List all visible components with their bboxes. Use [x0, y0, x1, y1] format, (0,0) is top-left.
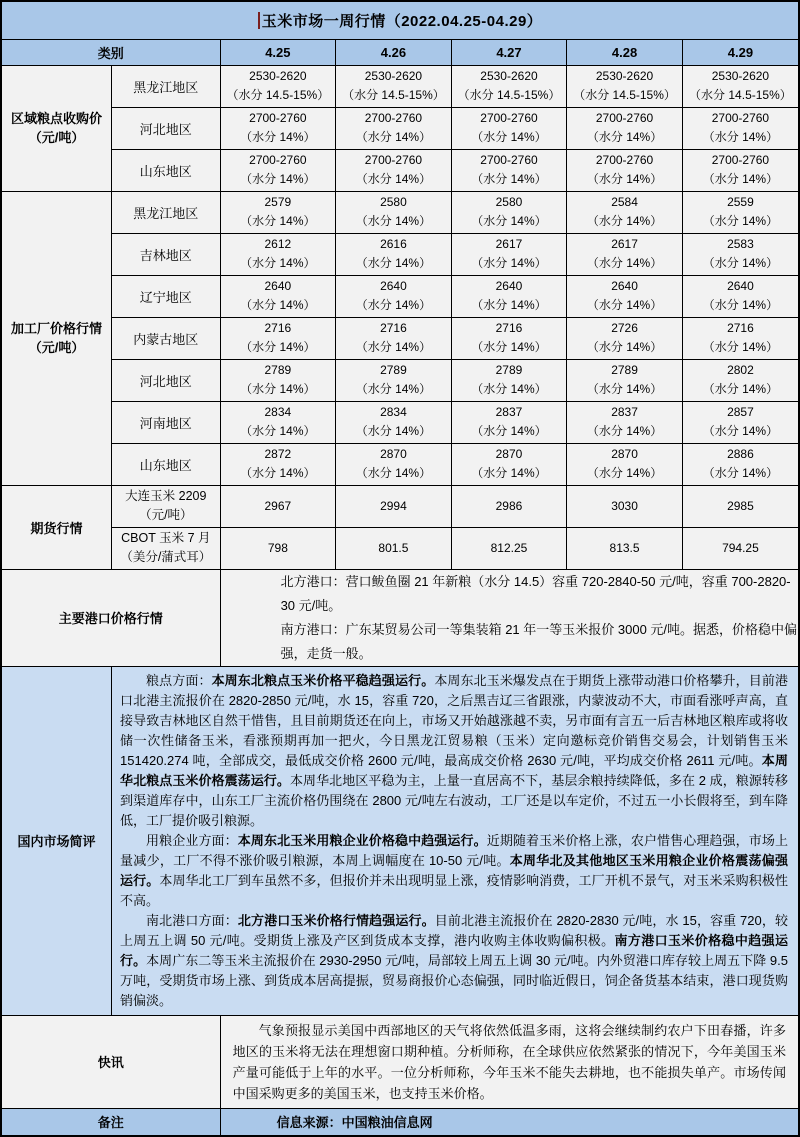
moisture-value: （水分 14.5-15%）: [689, 88, 792, 102]
price-cell: [220, 107, 336, 149]
price-value: 2872: [264, 447, 292, 462]
price-value: 2700-2760: [364, 111, 423, 126]
price-row: [1, 275, 799, 317]
price-value: 2857: [727, 405, 754, 420]
price-value: 2700-2760: [711, 153, 770, 168]
price-cell: [567, 65, 683, 107]
moisture-value: （水分 14%）: [586, 340, 663, 354]
price-cell: [220, 401, 336, 443]
page-title: [1, 1, 799, 39]
price-value: 2640: [264, 279, 292, 294]
moisture-value: （水分 14%）: [240, 214, 316, 228]
price-value: 2530-2620: [364, 69, 423, 84]
section-label-line: 加工厂价格行情: [11, 320, 103, 336]
price-cell: [220, 233, 336, 275]
header-row: [1, 39, 799, 65]
commentary-row: [1, 666, 799, 1015]
price-row: [1, 149, 799, 191]
moisture-value: （水分 14%）: [586, 256, 663, 270]
moisture-value: （水分 14%）: [586, 214, 663, 228]
price-value: 2616: [380, 237, 407, 252]
price-value: 2584: [611, 195, 638, 210]
price-cell: [451, 359, 567, 401]
moisture-value: （水分 14%）: [702, 382, 779, 396]
news-text: 气象预报显示美国中西部地区的天气将依然低温多雨，这将会继续制约农户下田春播，许多地区的玉米将无法在理想窗口期种植。分析师称，在全球供应依然紧张的情况下，今年美国玉米产量可能低于上年的水平。一位分析师称，今年玉米不能失去耕地，也不能损失单产。市场传闻中国采购更多的美国玉米，也支持玉米价格。: [220, 1015, 799, 1108]
ports-row: [1, 569, 799, 666]
price-value: 2700-2760: [249, 111, 307, 126]
moisture-value: （水分 14%）: [586, 130, 663, 144]
price-cell: [567, 233, 683, 275]
price-value: 2789: [495, 363, 523, 378]
moisture-value: （水分 14%）: [702, 424, 779, 438]
moisture-value: （水分 14%）: [702, 256, 779, 270]
section-label: [1, 65, 112, 191]
price-cell: [682, 401, 799, 443]
futures-value: 2986: [451, 485, 567, 527]
commentary-paragraph: 粮点方面：本周东北粮点玉米价格平稳趋强运行。本周东北玉米爆发点在于期货上涨带动港口价格攀升，目前港口北港主流报价在 2820-2850 元/吨，水 15，容重 720，之后黑吉辽三省跟涨，内蒙波动不大，市面看涨呼声高，直接导致吉林地区自然干惜售，且目前期货还在向上，市场又开始越涨越不卖，另市面有言五一后吉林地区粮库或将收储一次性储备玉米，看涨预期再加一把火，今日黑龙江贸易粮（玉米）定向邀标竞价销售交易会，计划销售玉米 151420.274 吨，全部成交，最低成交价格 2600 元/吨，最高成交价格 2630 元/吨，平均成交价格 2611 元/吨。本周华北粮点玉米价格震荡运行。本周华北地区平稳为主，上量一直居高不下，基层余粮持续降低，多在 2 成，粮源转移到渠道库存中，山东工厂主流价格仍围绕在 2800 元/吨左右波动，工厂还是以车定价，不过五一小长假将至，到车降低，工厂提价吸引粮源。: [120, 672, 788, 828]
futures-row: [1, 527, 799, 569]
price-value: 2700-2760: [249, 153, 307, 168]
region-label: 黑龙江地区: [112, 191, 221, 233]
price-value: 2700-2760: [480, 111, 538, 126]
price-value: 2580: [495, 195, 523, 210]
moisture-value: （水分 14%）: [586, 382, 663, 396]
commentary-section-label: 国内市场简评: [1, 666, 112, 1015]
price-cell: [682, 191, 799, 233]
futures-value: 3030: [567, 485, 683, 527]
price-value: 2583: [727, 237, 754, 252]
price-value: 2834: [264, 405, 292, 420]
price-cell: [336, 65, 452, 107]
price-cell: [220, 149, 336, 191]
price-cell: [682, 149, 799, 191]
moisture-value: （水分 14%）: [240, 130, 316, 144]
moisture-value: （水分 14%）: [471, 130, 547, 144]
price-value: 2640: [727, 279, 754, 294]
price-cell: [220, 317, 336, 359]
moisture-value: （水分 14%）: [355, 130, 432, 144]
commentary-paragraph: 南北港口方面：北方港口玉米价格行情趋强运行。目前北港主流报价在 2820-2830 元/吨，水 15，容重 720，较上周五上调 50 元/吨。受期货上涨及产区到货成本支撑，港内收购主体收购偏积极。南方港口玉米价格稳中趋强运行。本周广东二等玉米主流报价在 2930-2950 元/吨，局部较上周五上调 30 元/吨。内外贸港口库存较上周五下降 9.5 万吨，受期货市场上涨、到货成本居高提振，贸易商报价心态偏强，同时临近假日，饲企备货基本结束，港口现货购销偏淡。: [120, 912, 788, 1008]
price-row: [1, 443, 799, 485]
price-cell: [682, 65, 799, 107]
price-value: 2640: [380, 279, 407, 294]
moisture-value: （水分 14%）: [240, 340, 316, 354]
futures-value: 2967: [220, 485, 336, 527]
moisture-value: （水分 14%）: [471, 214, 547, 228]
price-value: 2789: [264, 363, 292, 378]
price-value: 2700-2760: [364, 153, 423, 168]
price-cell: [336, 149, 452, 191]
price-cell: [451, 275, 567, 317]
region-label: 辽宁地区: [112, 275, 221, 317]
moisture-value: （水分 14%）: [586, 466, 663, 480]
moisture-value: （水分 14%）: [471, 424, 547, 438]
futures-name-line: CBOT 玉米 7 月: [121, 531, 211, 546]
price-cell: [567, 359, 683, 401]
moisture-value: （水分 14%）: [702, 298, 779, 312]
price-value: 2530-2620: [711, 69, 770, 84]
header-date: 4.27: [451, 39, 567, 65]
price-row: [1, 107, 799, 149]
futures-value: 813.5: [567, 527, 683, 569]
price-value: 2579: [264, 195, 292, 210]
price-value: 2870: [380, 447, 407, 462]
price-cell: [336, 107, 452, 149]
moisture-value: （水分 14%）: [471, 382, 547, 396]
moisture-value: （水分 14%）: [702, 130, 779, 144]
region-label: 山东地区: [112, 443, 221, 485]
price-cell: [451, 317, 567, 359]
moisture-value: （水分 14%）: [471, 340, 547, 354]
futures-name: [112, 485, 221, 527]
price-value: 2886: [727, 447, 754, 462]
moisture-value: （水分 14%）: [355, 256, 432, 270]
moisture-value: （水分 14%）: [240, 424, 316, 438]
price-value: 2612: [264, 237, 292, 252]
price-cell: [682, 107, 799, 149]
price-row: [1, 401, 799, 443]
price-value: 2837: [495, 405, 523, 420]
moisture-value: （水分 14%）: [355, 214, 432, 228]
price-row: [1, 191, 799, 233]
price-cell: [451, 443, 567, 485]
futures-value: 2994: [336, 485, 452, 527]
text-cursor-icon: [258, 12, 260, 29]
price-cell: [682, 275, 799, 317]
price-cell: [336, 317, 452, 359]
header-date: 4.29: [682, 39, 799, 65]
price-value: 2700-2760: [711, 111, 770, 126]
price-cell: [336, 359, 452, 401]
title-row: [1, 1, 799, 39]
price-value: 2870: [495, 447, 523, 462]
moisture-value: （水分 14%）: [702, 340, 779, 354]
price-cell: [220, 191, 336, 233]
price-cell: [567, 107, 683, 149]
commentary-paragraph: 用粮企业方面：本周东北玉米用粮企业价格稳中趋强运行。近期随着玉米价格上涨，农户惜售心理趋强，市场上量减少，工厂不得不涨价吸引粮源，本周上调幅度在 10-50 元/吨。本周华北及其他地区玉米用粮企业价格震荡偏强运行。本周华北工厂到车虽然不多，但报价并未出现明显上涨，疫情影响消费，工厂开机不景气，对玉米采购积极性不高。: [120, 832, 788, 908]
price-value: 2789: [380, 363, 407, 378]
price-cell: [336, 275, 452, 317]
price-value: 2716: [264, 321, 292, 336]
price-cell: [682, 233, 799, 275]
moisture-value: （水分 14.5-15%）: [573, 88, 676, 102]
futures-name-unit: （美分/蒲式耳）: [120, 550, 212, 564]
note-text: 信息来源：中国粮油信息网: [220, 1108, 799, 1136]
moisture-value: （水分 14%）: [702, 214, 779, 228]
price-cell: [220, 275, 336, 317]
price-value: 2530-2620: [480, 69, 538, 84]
ports-line-north: 北方港口：营口鲅鱼圈 21 年新粮（水分 14.5）容重 720-2840-50 元/吨，容重 700-2820-30 元/吨。: [280, 573, 791, 613]
region-label: 河北地区: [112, 359, 221, 401]
price-cell: [567, 149, 683, 191]
price-value: 2789: [611, 363, 638, 378]
price-cell: [567, 191, 683, 233]
section-label-unit: （元/吨）: [28, 340, 85, 355]
futures-name-unit: （元/吨）: [139, 508, 193, 522]
moisture-value: （水分 14%）: [702, 172, 779, 186]
price-value: 2700-2760: [480, 153, 538, 168]
commentary-content: [112, 666, 799, 1015]
price-value: 2559: [727, 195, 754, 210]
futures-section-label: 期货行情: [1, 485, 112, 569]
price-value: 2530-2620: [249, 69, 307, 84]
futures-value: 798: [220, 527, 336, 569]
moisture-value: （水分 14.5-15%）: [457, 88, 561, 102]
futures-row: [1, 485, 799, 527]
price-row: [1, 317, 799, 359]
price-cell: [451, 191, 567, 233]
price-value: 2617: [495, 237, 523, 252]
ports-line-south: 南方港口：广东某贸易公司一等集装箱 21 年一等玉米报价 3000 元/吨。据悉，价格稳中偏强，走货一般。: [280, 621, 798, 661]
moisture-value: （水分 14%）: [471, 298, 547, 312]
price-value: 2716: [495, 321, 523, 336]
price-value: 2726: [611, 321, 638, 336]
header-date: 4.25: [220, 39, 336, 65]
moisture-value: （水分 14%）: [702, 466, 779, 480]
price-cell: [567, 401, 683, 443]
moisture-value: （水分 14%）: [240, 256, 316, 270]
price-row: [1, 359, 799, 401]
price-value: 2640: [495, 279, 523, 294]
region-label: 内蒙古地区: [112, 317, 221, 359]
price-cell: [220, 65, 336, 107]
moisture-value: （水分 14%）: [240, 172, 316, 186]
moisture-value: （水分 14%）: [240, 298, 316, 312]
price-cell: [682, 317, 799, 359]
moisture-value: （水分 14%）: [586, 298, 663, 312]
section-label-line: 区域粮点收购价: [11, 110, 103, 126]
region-label: 河北地区: [112, 107, 221, 149]
futures-value: 794.25: [682, 527, 799, 569]
price-value: 2617: [611, 237, 638, 252]
moisture-value: （水分 14%）: [355, 466, 432, 480]
price-value: 2640: [611, 279, 638, 294]
price-cell: [451, 233, 567, 275]
futures-value: 2985: [682, 485, 799, 527]
note-row: [1, 1108, 799, 1136]
price-value: 2870: [611, 447, 638, 462]
ports-section-label: 主要港口价格行情: [1, 569, 220, 666]
price-cell: [220, 443, 336, 485]
moisture-value: （水分 14%）: [355, 424, 432, 438]
price-value: 2716: [380, 321, 407, 336]
news-row: [1, 1015, 799, 1108]
price-value: 2716: [727, 321, 754, 336]
price-cell: [567, 443, 683, 485]
price-cell: [220, 359, 336, 401]
price-value: 2700-2760: [595, 153, 654, 168]
region-label: 山东地区: [112, 149, 221, 191]
header-date: 4.28: [567, 39, 683, 65]
price-row: [1, 65, 799, 107]
news-section-label: 快讯: [1, 1015, 220, 1108]
ports-content: [220, 569, 799, 666]
price-value: 2530-2620: [595, 69, 654, 84]
note-section-label: 备注: [1, 1108, 220, 1136]
moisture-value: （水分 14%）: [471, 172, 547, 186]
moisture-value: （水分 14.5-15%）: [226, 88, 330, 102]
moisture-value: （水分 14%）: [355, 382, 432, 396]
futures-value: 801.5: [336, 527, 452, 569]
moisture-value: （水分 14%）: [586, 172, 663, 186]
price-value: 2802: [727, 363, 754, 378]
price-cell: [336, 443, 452, 485]
region-label: 河南地区: [112, 401, 221, 443]
price-cell: [451, 401, 567, 443]
title-text: 玉米市场一周行情（2022.04.25-04.29）: [261, 12, 543, 30]
price-cell: [336, 401, 452, 443]
moisture-value: （水分 14%）: [586, 424, 663, 438]
futures-name-line: 大连玉米 2209: [125, 489, 207, 504]
moisture-value: （水分 14%）: [355, 298, 432, 312]
moisture-value: （水分 14%）: [471, 256, 547, 270]
price-value: 2837: [611, 405, 638, 420]
price-cell: [336, 191, 452, 233]
moisture-value: （水分 14%）: [240, 382, 316, 396]
section-label: [1, 191, 112, 485]
region-label: 黑龙江地区: [112, 65, 221, 107]
price-cell: [682, 443, 799, 485]
moisture-value: （水分 14.5-15%）: [342, 88, 445, 102]
header-category: 类别: [1, 39, 220, 65]
futures-name: [112, 527, 221, 569]
moisture-value: （水分 14%）: [355, 172, 432, 186]
moisture-value: （水分 14%）: [355, 340, 432, 354]
price-value: 2834: [380, 405, 407, 420]
price-row: [1, 233, 799, 275]
price-cell: [451, 65, 567, 107]
price-cell: [567, 275, 683, 317]
price-cell: [451, 107, 567, 149]
header-date: 4.26: [336, 39, 452, 65]
price-cell: [682, 359, 799, 401]
region-label: 吉林地区: [112, 233, 221, 275]
section-label-unit: （元/吨）: [28, 130, 85, 145]
moisture-value: （水分 14%）: [240, 466, 316, 480]
price-cell: [451, 149, 567, 191]
price-value: 2580: [380, 195, 407, 210]
price-value: 2700-2760: [595, 111, 654, 126]
price-cell: [567, 317, 683, 359]
moisture-value: （水分 14%）: [471, 466, 547, 480]
futures-value: 812.25: [451, 527, 567, 569]
price-cell: [336, 233, 452, 275]
